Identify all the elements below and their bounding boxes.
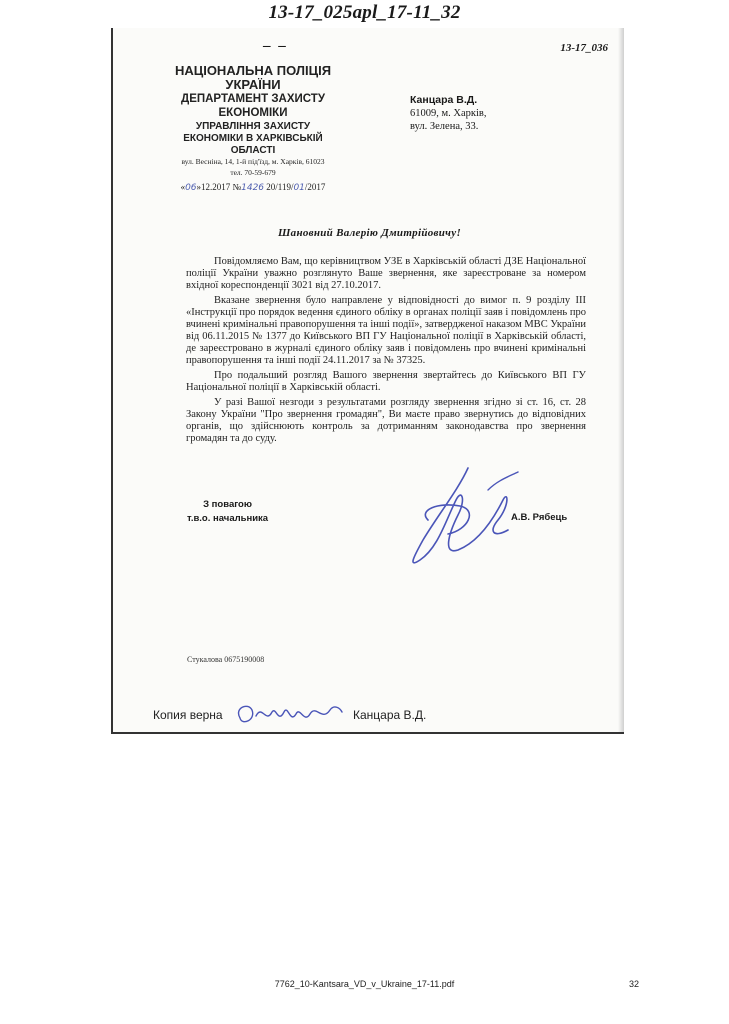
- date-prefix: «: [180, 182, 186, 192]
- closing-position: т.в.о. начальника: [187, 513, 269, 524]
- org-line-6: ЕКОНОМІКИ В ХАРКІВСЬКІЙ: [183, 133, 323, 144]
- body-paragraph: Вказане звернення було направлене у відповідності до вимог п. 9 розділу III «Інструкції про порядок ведення єдиного обліку в органах поліції заяв і повідомлень про вчинені кримінальні правопорушення та інші події», затвердженої наказом МВС України від 06.11.2015 № 1377 до Київського ВП ГУ Національної поліції в Харківській області, де зареєстровано в журналі єдиного обліку заяв і повідомлень про вчинені кримінальні правопорушення та інші події 24.11.2017 за № 37325.: [186, 295, 586, 366]
- registration-number: 13-17_036: [560, 42, 608, 54]
- letter-body: [186, 256, 586, 448]
- outgoing-code-handwritten: 01: [293, 183, 305, 193]
- org-line-1: НАЦІОНАЛЬНА ПОЛІЦІЯ: [174, 63, 332, 78]
- org-line-2: УКРАЇНИ: [225, 77, 281, 92]
- copy-certified-label: Копия верна: [153, 708, 223, 722]
- scan-edge-shadow: [618, 28, 624, 732]
- recipient-city: 61009, м. Харків,: [410, 108, 487, 119]
- outgoing-number-handwritten: 1426: [241, 183, 265, 193]
- document-header-title: 13-17_025apl_17-11_32: [268, 2, 461, 23]
- recipient-name: Канцара В.Д.: [410, 94, 478, 106]
- date-mid: »12.2017 №: [196, 182, 242, 192]
- dash-mark: – –: [263, 38, 288, 54]
- sender-organization: [143, 64, 363, 193]
- outgoing-date-line: [143, 182, 363, 193]
- scanned-letter: [111, 28, 624, 734]
- date-suffix: /2017: [304, 182, 326, 192]
- closing-block: [187, 498, 268, 526]
- recipient-street: вул. Зелена, 33.: [410, 121, 479, 132]
- copy-certified-name: Канцара В.Д.: [353, 708, 427, 722]
- org-line-5: УПРАВЛІННЯ ЗАХИСТУ: [195, 121, 311, 132]
- copy-signature-icon: [230, 698, 348, 737]
- date-day-handwritten: 06: [185, 183, 197, 193]
- salutation: Шановний Валерію Дмитрійовичу!: [277, 227, 462, 239]
- org-address: вул. Весніна, 14, 1-й під'їзд, м. Харків, 61023: [181, 157, 325, 166]
- org-line-4: ЕКОНОМІКИ: [218, 107, 288, 119]
- footer-filename: 7762_10-Kantsara_VD_v_Ukraine_17-11.pdf: [274, 979, 455, 989]
- org-line-7: ОБЛАСТІ: [230, 145, 276, 156]
- org-line-3: ДЕПАРТАМЕНТ ЗАХИСТУ: [181, 93, 325, 105]
- body-paragraph: Повідомляємо Вам, що керівництвом УЗЕ в Харківській області ДЗЕ Національної поліції України уважно розглянуто Ваше звернення, яке зареєстроване за номером вхідної кореспонденції 3021 від 27.10.2017.: [186, 256, 586, 291]
- recipient-block: [410, 94, 487, 133]
- signer-name: А.В. Рябець: [511, 512, 568, 523]
- closing-regards: З повагою: [203, 499, 252, 510]
- org-phone: тел. 70-59-679: [230, 168, 276, 177]
- date-mid-2: 20/119/: [264, 182, 294, 192]
- body-paragraph: Про подальший розгляд Вашого звернення звертайтесь до Київського ВП ГУ Національної поліції в Харківській області.: [186, 370, 586, 393]
- executor-contact: Стукалова 0675190008: [187, 655, 265, 664]
- footer-page-number: 32: [629, 979, 640, 989]
- body-paragraph: У разі Вашої незгоди з результатами розгляду звернення згідно зі ст. 16, ст. 28 Закону України "Про звернення громадян", Ви маєте право звернутись до відповідних органів, що здійснюють контроль за дотриманням законодавства про звернення громадян та до суду.: [186, 397, 586, 444]
